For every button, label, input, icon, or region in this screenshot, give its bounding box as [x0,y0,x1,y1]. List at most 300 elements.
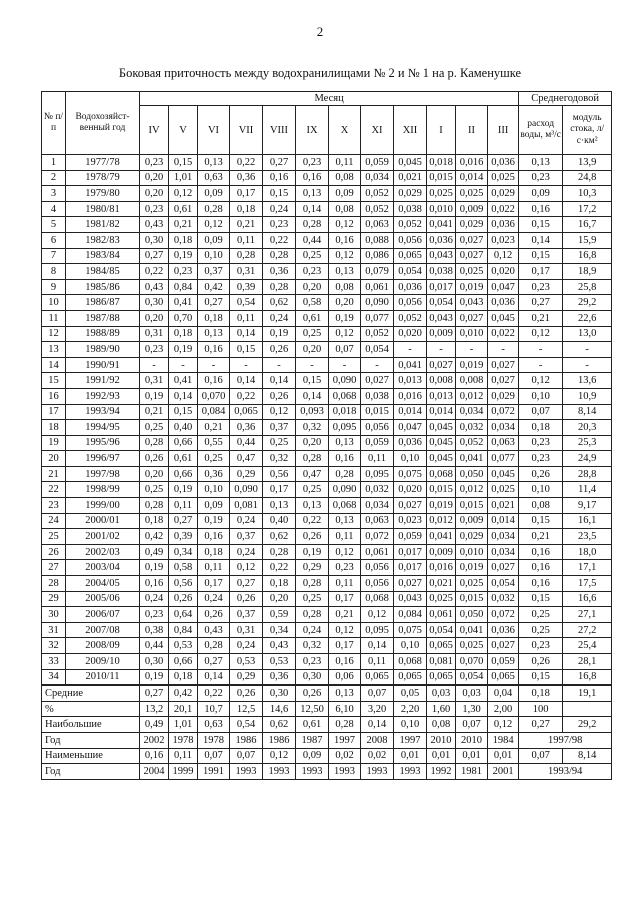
table-cell: 0,26 [519,466,563,482]
table-cell: 0,15 [519,669,563,685]
table-row [42,576,612,592]
table-cell: - [488,342,519,358]
table-cell: 0,054 [427,622,456,638]
table-cell: 0,052 [361,201,394,217]
table-cell: 0,065 [427,638,456,654]
summary-cell: 0,27 [519,717,563,733]
table-cell: 0,061 [427,607,456,623]
table-cell: 0,095 [361,622,394,638]
summary-cell: 0,28 [329,717,361,733]
table-cell: 0,28 [198,201,230,217]
table-cell: 0,047 [394,420,427,436]
table-cell: 1986/87 [66,295,140,311]
summary-cell: 0,16 [140,748,169,764]
table-row [42,264,612,280]
summary-cell: 6,10 [329,701,361,717]
table-cell: 0,075 [394,466,427,482]
table-cell: - [230,357,263,373]
table-cell: 0,034 [488,420,519,436]
table-cell: 0,26 [230,591,263,607]
table-cell: 0,043 [427,248,456,264]
table-cell: 2008/09 [66,638,140,654]
table-cell: 1990/91 [66,357,140,373]
table-cell: 0,36 [230,170,263,186]
table-cell: 1982/83 [66,232,140,248]
table-cell: 0,022 [488,326,519,342]
table-row [42,513,612,529]
table-cell: 16,8 [563,248,612,264]
table-cell: 0,61 [169,451,198,467]
table-cell: 16,1 [563,513,612,529]
table-cell: - [394,342,427,358]
table-cell: 0,15 [519,248,563,264]
table-cell: 0,58 [296,295,329,311]
table-cell: 0,027 [394,498,427,514]
table-cell: 11 [42,310,66,326]
table-cell: 0,065 [394,669,427,685]
table-cell: 0,14 [263,373,296,389]
summary-cell: 20,1 [169,701,198,717]
table-cell: 0,20 [329,295,361,311]
table-cell: 0,22 [140,264,169,280]
summary-cell: 13,2 [140,701,169,717]
table-cell: 0,16 [198,342,230,358]
table-cell: 3 [42,186,66,202]
table-cell: 0,21 [230,217,263,233]
table-cell: 0,12 [263,404,296,420]
table-cell: 0,22 [230,155,263,171]
table-cell: 15,9 [563,232,612,248]
table-cell: 0,13 [296,498,329,514]
table-cell: 0,020 [394,326,427,342]
table-cell: 0,20 [140,186,169,202]
table-cell: 0,16 [263,170,296,186]
table-row [42,498,612,514]
table-cell: 0,036 [394,435,427,451]
table-cell: 0,32 [263,451,296,467]
table-cell: 0,027 [456,310,488,326]
table-cell: 0,029 [488,186,519,202]
summary-cell: 1984 [488,732,519,748]
table-cell: 0,052 [456,435,488,451]
table-cell: 0,14 [519,232,563,248]
table-cell: 0,070 [456,654,488,670]
table-cell: 0,11 [198,560,230,576]
table-cell: 0,62 [263,295,296,311]
table-row [42,622,612,638]
table-cell: 16,6 [563,591,612,607]
table-cell: 12 [42,326,66,342]
table-cell: 20 [42,451,66,467]
table-cell: 0,28 [140,435,169,451]
table-cell: 0,072 [488,404,519,420]
table-cell: 0,027 [488,560,519,576]
table-cell: 0,24 [230,544,263,560]
table-cell: 0,027 [394,576,427,592]
table-cell: 0,027 [456,248,488,264]
summary-cell: 0,03 [427,685,456,701]
table-cell: 33 [42,654,66,670]
summary-cell: 2,00 [488,701,519,717]
table-cell: 0,095 [361,466,394,482]
summary-cell: 1,60 [427,701,456,717]
summary-cell: 0,07 [361,685,394,701]
table-cell: 0,26 [263,342,296,358]
table-cell: 0,42 [140,529,169,545]
table-cell: 0,010 [456,544,488,560]
table-cell: 19 [42,435,66,451]
table-cell: 0,14 [169,388,198,404]
summary-label: Год [42,732,140,748]
table-cell: 0,12 [329,248,361,264]
table-cell: 0,22 [230,388,263,404]
table-cell: 0,015 [427,170,456,186]
table-cell: 0,24 [140,591,169,607]
table-cell: 11,4 [563,482,612,498]
table-cell: 0,18 [198,544,230,560]
table-cell: 2002/03 [66,544,140,560]
summary-cell: 0,61 [296,717,329,733]
table-cell: 0,056 [361,420,394,436]
table-cell: 0,032 [361,482,394,498]
table-cell: 8 [42,264,66,280]
table-cell: 0,54 [230,295,263,311]
table-cell: 0,018 [427,155,456,171]
table-cell: 0,009 [427,326,456,342]
table-cell: 0,63 [198,170,230,186]
table-cell: 0,009 [456,513,488,529]
table-cell: 0,37 [263,420,296,436]
table-row [42,357,612,373]
table-cell: 0,050 [456,466,488,482]
table-cell: 0,23 [519,638,563,654]
table-cell: 0,06 [329,669,361,685]
table-cell: 0,027 [361,373,394,389]
table-cell: 0,21 [519,529,563,545]
table-cell: 0,12 [169,186,198,202]
table-cell: 0,21 [329,607,361,623]
table-cell: 0,013 [427,388,456,404]
table-cell: 0,25 [296,591,329,607]
table-cell: 0,23 [169,264,198,280]
table-cell: - [563,357,612,373]
table-cell: 28,1 [563,654,612,670]
table-cell: 0,24 [296,622,329,638]
table-cell: 0,020 [488,264,519,280]
table-cell: 0,016 [427,560,456,576]
table-cell: 0,022 [488,201,519,217]
table-cell: 0,27 [519,295,563,311]
table-cell: 0,12 [230,560,263,576]
table-cell: 25,3 [563,435,612,451]
table-cell: - [519,357,563,373]
table-cell: 0,26 [169,591,198,607]
table-cell: 0,10 [198,248,230,264]
table-cell: 0,27 [230,576,263,592]
summary-cell: 1,01 [169,717,198,733]
table-cell: 0,26 [198,607,230,623]
table-cell: 0,23 [329,560,361,576]
summary-cell: 0,22 [198,685,230,701]
table-cell: 0,16 [329,232,361,248]
table-cell: 0,14 [296,388,329,404]
table-cell: 0,038 [427,264,456,280]
table-cell: 0,37 [198,264,230,280]
table-cell: 0,041 [456,622,488,638]
table-cell: 0,55 [198,435,230,451]
table-cell: 0,025 [456,638,488,654]
table-cell: 0,052 [394,310,427,326]
table-cell: 0,010 [427,201,456,217]
summary-cell: 0,02 [329,748,361,764]
summary-cell: 2010 [427,732,456,748]
table-cell: 1998/99 [66,482,140,498]
table-cell: 0,30 [140,654,169,670]
table-cell: 0,056 [361,560,394,576]
summary-label: Наибольшие [42,717,140,733]
table-cell: 0,44 [230,435,263,451]
table-cell: 0,25 [198,451,230,467]
summary-cell: 12,50 [296,701,329,717]
summary-cell: 0,12 [488,717,519,733]
table-cell: 0,29 [230,466,263,482]
table-cell: - [361,357,394,373]
table-cell: 0,019 [456,279,488,295]
summary-cell: 2010 [456,732,488,748]
table-cell: 0,40 [169,420,198,436]
table-cell: 0,038 [361,388,394,404]
table-cell: 0,14 [361,638,394,654]
table-cell: 0,038 [394,201,427,217]
table-cell: 0,18 [198,310,230,326]
table-cell: 0,31 [140,373,169,389]
table-cell: 0,21 [198,420,230,436]
table-cell: 0,21 [140,404,169,420]
table-cell: 17,1 [563,560,612,576]
table-cell: 0,056 [394,295,427,311]
table-cell: 0,17 [519,264,563,280]
table-cell: 0,036 [488,622,519,638]
table-cell: 0,07 [329,342,361,358]
table-cell: 0,12 [361,607,394,623]
table-row [42,326,612,342]
table-cell: 0,045 [488,310,519,326]
table-cell: 0,17 [329,591,361,607]
table-cell: 0,075 [394,622,427,638]
table-cell: 0,016 [394,388,427,404]
summary-cell: 1993 [263,764,296,780]
table-cell: 0,014 [427,404,456,420]
table-cell: 0,17 [198,576,230,592]
summary-cell: 1993 [361,764,394,780]
table-row [42,529,612,545]
table-cell: 0,019 [456,560,488,576]
table-cell: 0,16 [519,544,563,560]
table-cell: 0,043 [427,310,456,326]
table-cell: 0,19 [140,669,169,685]
table-cell: 0,065 [427,669,456,685]
table-cell: 13,9 [563,155,612,171]
table-cell: 0,070 [198,388,230,404]
summary-cell: 1997 [329,732,361,748]
table-cell: 0,43 [263,638,296,654]
table-row [42,404,612,420]
table-cell: 0,088 [361,232,394,248]
summary-cell: 0,13 [329,685,361,701]
runoff-table [41,91,612,780]
header-num: № п/п [42,92,66,155]
table-cell: 0,13 [329,264,361,280]
table-cell: 0,019 [456,357,488,373]
table-cell: 0,068 [427,466,456,482]
table-cell: 1,01 [169,170,198,186]
table-cell: 0,012 [456,482,488,498]
summary-cell: 8,14 [563,748,612,764]
table-cell: 0,26 [296,529,329,545]
summary-cell: 1993 [329,764,361,780]
table-cell: 0,08 [519,498,563,514]
summary-cell: 1993 [296,764,329,780]
table-cell: 0,12 [198,217,230,233]
table-row [42,170,612,186]
table-cell: 0,18 [230,201,263,217]
table-cell: 9 [42,279,66,295]
table-cell: 0,034 [488,529,519,545]
summary-cell: 3,20 [361,701,394,717]
table-cell: 0,13 [296,186,329,202]
table-cell: 0,24 [263,201,296,217]
table-cell: 0,11 [361,654,394,670]
table-cell: 0,015 [456,591,488,607]
table-cell: 0,08 [329,170,361,186]
table-cell: 2 [42,170,66,186]
table-cell: 0,017 [427,279,456,295]
summary-cell: 1978 [198,732,230,748]
table-cell: 0,063 [488,435,519,451]
table-cell: 0,16 [519,576,563,592]
table-cell: 0,068 [394,654,427,670]
table-row [42,466,612,482]
table-cell: 0,068 [329,388,361,404]
summary-cell: 0,30 [263,685,296,701]
table-cell: 1997/98 [66,466,140,482]
table-cell: 6 [42,232,66,248]
table-row [42,420,612,436]
table-cell: 0,068 [329,498,361,514]
table-cell: 0,029 [456,529,488,545]
table-cell: 0,052 [361,186,394,202]
table-cell: 0,041 [394,357,427,373]
table-row [42,232,612,248]
table-cell: 0,23 [263,217,296,233]
table-cell: 0,25 [263,435,296,451]
table-cell: 0,045 [427,435,456,451]
summary-cell: 0,02 [361,748,394,764]
table-cell: 0,065 [394,248,427,264]
table-cell: 0,39 [230,279,263,295]
page-number: 2 [316,24,324,39]
table-cell: 0,20 [140,170,169,186]
table-cell: 0,072 [488,607,519,623]
table-cell: 1999/00 [66,498,140,514]
table-cell: - [140,357,169,373]
table-cell: 24 [42,513,66,529]
table-cell: 0,25 [519,622,563,638]
header-month-5: VIII [263,106,296,155]
table-cell: 0,043 [394,591,427,607]
table-cell: 25,4 [563,638,612,654]
table-cell: 0,079 [361,264,394,280]
table-cell: 0,30 [296,669,329,685]
table-cell: 13,6 [563,373,612,389]
table-cell: 0,31 [230,264,263,280]
table-cell: 0,036 [488,295,519,311]
table-cell: 0,23 [519,279,563,295]
table-cell: 0,029 [488,388,519,404]
table-cell: 0,023 [488,232,519,248]
table-cell: 0,027 [488,373,519,389]
table-cell: 0,10 [394,451,427,467]
summary-label: Год [42,764,140,780]
table-cell: 0,28 [296,607,329,623]
table-cell: 0,84 [169,622,198,638]
table-cell: 1979/80 [66,186,140,202]
table-cell: 0,065 [361,669,394,685]
table-cell: 0,23 [519,170,563,186]
table-cell: 0,19 [329,310,361,326]
table-cell: 0,013 [394,373,427,389]
summary-cell: 0,27 [140,685,169,701]
table-cell: 0,12 [519,326,563,342]
table-cell: 0,045 [394,155,427,171]
header-month-2: V [169,106,198,155]
table-cell: 0,15 [519,513,563,529]
table-row [42,201,612,217]
table-cell: 0,12 [329,217,361,233]
table-cell: 0,10 [519,482,563,498]
table-cell: 0,43 [140,279,169,295]
table-cell: 7 [42,248,66,264]
table-cell: 0,15 [263,186,296,202]
table-cell: 0,19 [169,248,198,264]
summary-cell: 0,04 [488,685,519,701]
table-cell: 0,054 [488,576,519,592]
table-cell: 0,14 [296,201,329,217]
summary-cell: 1978 [169,732,198,748]
summary-cell: 0,49 [140,717,169,733]
table-cell: 0,23 [140,342,169,358]
table-cell: 0,23 [296,654,329,670]
table-cell: 0,28 [296,217,329,233]
table-cell: 1 [42,155,66,171]
table-cell: - [329,357,361,373]
summary-label: Средние [42,685,140,701]
table-cell: 0,07 [519,404,563,420]
table-cell: 0,28 [263,248,296,264]
table-cell: 0,20 [296,342,329,358]
table-cell: 0,056 [361,576,394,592]
table-cell: 0,009 [427,544,456,560]
table-cell: - [427,342,456,358]
table-cell: 0,53 [169,638,198,654]
table-cell: 0,61 [169,201,198,217]
table-cell: 0,11 [230,232,263,248]
table-cell: 0,24 [230,638,263,654]
summary-label: % [42,701,140,717]
table-cell: 0,017 [394,544,427,560]
table-cell: - [519,342,563,358]
table-cell: 0,37 [230,529,263,545]
